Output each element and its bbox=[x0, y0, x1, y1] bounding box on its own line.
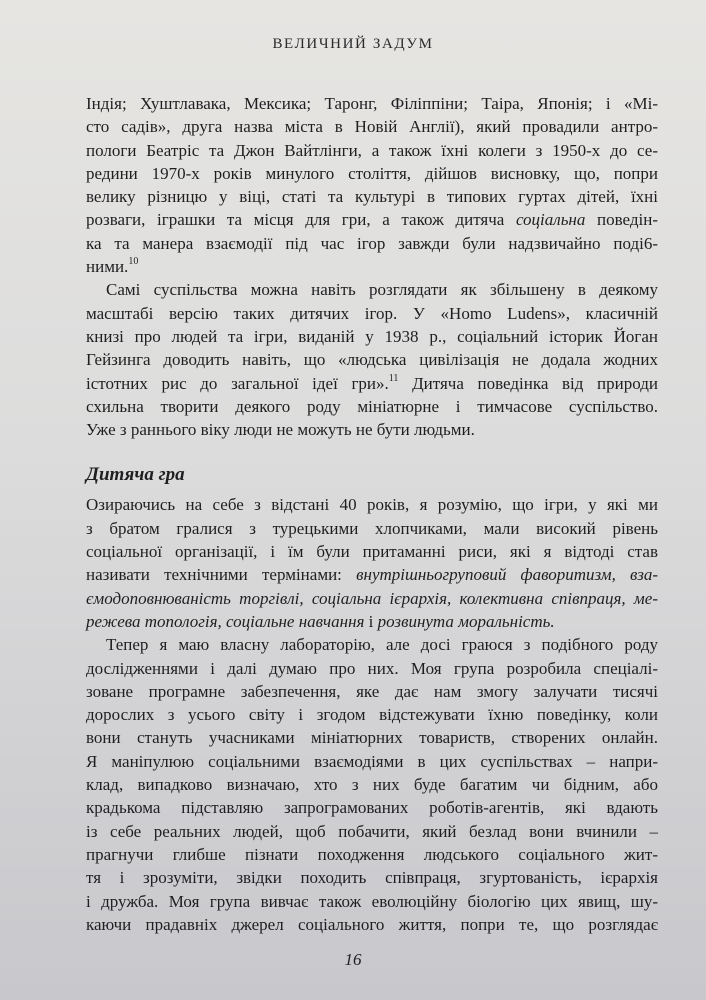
italic-text: режева топологія, соціальне навчання bbox=[86, 611, 365, 631]
text-line bbox=[86, 657, 658, 680]
text-span: дорослих з усього світу і згодом відстежувати їхню поведінку, коли bbox=[86, 705, 658, 725]
footnote-ref: 10 bbox=[128, 256, 139, 268]
text-line bbox=[86, 796, 658, 819]
text-line bbox=[86, 493, 658, 516]
text-span: масштабі версію таких дитячих ігор. У «Homo Ludens», класичній bbox=[86, 303, 658, 323]
text-span: Гейзинга доводить навіть, що «людська цивілізація не додала жодних bbox=[86, 350, 658, 370]
text-line bbox=[86, 418, 658, 441]
running-head: ВЕЛИЧНИЙ ЗАДУМ bbox=[272, 36, 434, 52]
text-line bbox=[86, 726, 658, 749]
text-span: соціальної організації, і їм були притаманні риси, які я відтоді став bbox=[86, 542, 658, 562]
text-span: вони стануть учасниками мініатюрних товариств, створених онлайн. bbox=[86, 728, 658, 748]
text-line bbox=[86, 92, 658, 115]
text-line bbox=[86, 890, 658, 913]
text-line bbox=[86, 610, 658, 633]
text-line bbox=[86, 680, 658, 703]
text-span: і bbox=[364, 611, 378, 631]
text-span: ка та манера взаємодії під час ігор завжди були надзвичайно поді6- bbox=[86, 233, 658, 253]
body-text bbox=[86, 92, 658, 936]
section-heading: Дитяча гра bbox=[86, 464, 185, 486]
text-line bbox=[86, 563, 658, 586]
text-span: Дитяча поведінка від природи bbox=[398, 373, 659, 393]
text-span: розваги, іграшки та місця для гри, а також дитяча bbox=[86, 210, 516, 230]
text-span: Озираючись на себе з відстані 40 років, я розумію, що ігри, у які ми bbox=[86, 495, 658, 515]
text-span: клад, випадково визначаю, хто з них буде багатим чи бідним, або bbox=[86, 775, 658, 795]
text-line bbox=[86, 540, 658, 563]
text-span: тя і зрозуміти, звідки походить співпраця, згуртованість, ієрархія bbox=[86, 868, 658, 888]
text-line bbox=[86, 278, 658, 301]
italic-text: розвинута моральність. bbox=[377, 611, 555, 631]
text-line bbox=[86, 348, 658, 371]
text-span: і дружба. Моя група вивчає також еволюційну біологію цих явищ, шу- bbox=[86, 891, 658, 911]
text-line bbox=[86, 517, 658, 540]
text-span: схильна творити деякого роду мініатюрне і тимчасове суспільство. bbox=[86, 396, 658, 416]
text-line bbox=[86, 703, 658, 726]
text-line bbox=[86, 913, 658, 936]
italic-text: соціальна bbox=[515, 210, 586, 230]
text-span: дослідженнями і далі думаю про них. Моя група розробила спеціалі- bbox=[86, 658, 658, 678]
text-line bbox=[86, 372, 658, 395]
text-span: зоване програмне забезпечення, яке дає нам змогу залучати тисячі bbox=[86, 681, 658, 701]
text-line bbox=[86, 255, 658, 278]
text-line bbox=[86, 139, 658, 162]
text-span: сто садів», друга назва міста в Новій Англії), який провадили антро- bbox=[86, 117, 658, 137]
text-line bbox=[86, 633, 658, 656]
text-line bbox=[86, 395, 658, 418]
page-number: 16 bbox=[344, 950, 362, 969]
text-line bbox=[86, 750, 658, 773]
text-line bbox=[86, 843, 658, 866]
text-line bbox=[86, 866, 658, 889]
text-line bbox=[86, 232, 658, 255]
text-line bbox=[86, 185, 658, 208]
text-span: пологи Беатріс та Джон Вайтлінги, а також їхні колеги з 1950-х до се- bbox=[86, 140, 658, 160]
italic-text: внутрішньогруповий фаворитизм, вза- bbox=[356, 565, 659, 585]
text-span: Я маніпулюю соціальними взаємодіями в цих суспільствах – напри- bbox=[86, 751, 658, 771]
italic-text: ємодоповнюваність торгівлі, соціальна ієрархія, колективна співпраця, ме- bbox=[86, 588, 658, 608]
text-span: велику різницю у віці, статі та культурі в типових гуртах дітей, їхні bbox=[86, 187, 658, 207]
text-span: поведін- bbox=[585, 210, 658, 230]
text-span: ними. bbox=[86, 257, 129, 277]
text-line bbox=[86, 115, 658, 138]
text-line bbox=[86, 162, 658, 185]
text-span: називати технічними термінами: bbox=[86, 565, 357, 585]
text-span: каючи прадавніх джерел соціального життя, попри те, що розглядає bbox=[86, 914, 658, 934]
text-line bbox=[86, 325, 658, 348]
text-span: Уже з раннього віку люди не можуть не бути людьми. bbox=[86, 420, 475, 440]
text-line bbox=[86, 208, 658, 231]
text-span: Тепер я маю власну лабораторію, але досі граюся з подібного роду bbox=[106, 635, 658, 655]
text-line bbox=[86, 773, 658, 796]
text-span: крадькома підставляю запрограмованих роботів-агентів, які вдають bbox=[86, 798, 658, 818]
text-span: Індія; Хуштлавака, Мексика; Таронг, Філіппіни; Таіра, Японія; і «Мі- bbox=[86, 94, 658, 113]
text-span: істотних рис до загальної ідеї гри». bbox=[86, 373, 389, 393]
text-line bbox=[86, 587, 658, 610]
text-line bbox=[86, 302, 658, 325]
text-span: із себе реальних людей, щоб побачити, який безлад вони вчинили – bbox=[86, 821, 658, 841]
text-line bbox=[86, 820, 658, 843]
text-span: Самі суспільства можна навіть розглядати як збільшену в деякому bbox=[106, 280, 658, 300]
footnote-ref: 11 bbox=[388, 372, 399, 384]
text-span: редини 1970-х років минулого століття, дійшов висновку, що, попри bbox=[86, 163, 658, 183]
text-span: книзі про людей та ігри, виданій у 1938 р., соціальний історик Йоган bbox=[86, 326, 658, 346]
text-span: з братом гралися з турецькими хлопчиками, мали високий рівень bbox=[86, 518, 658, 538]
text-span: прагнучи глибше пізнати походження людського соціального жит- bbox=[86, 844, 658, 864]
